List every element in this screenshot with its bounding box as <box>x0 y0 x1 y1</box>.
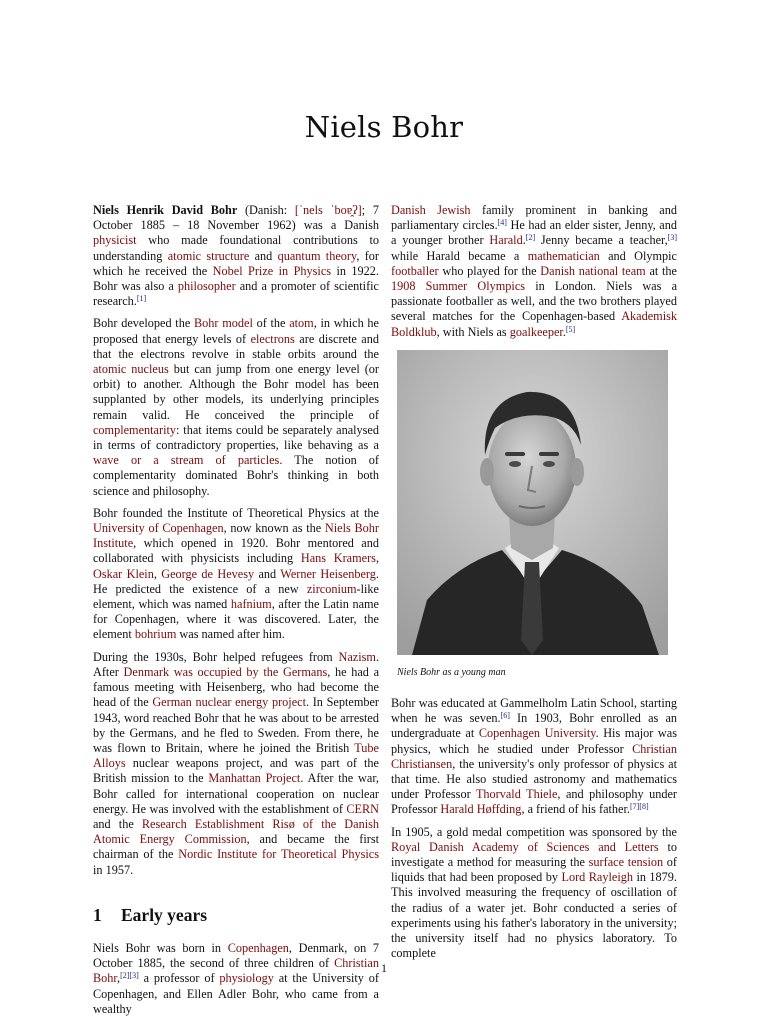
text: and Olympic <box>599 248 677 263</box>
portrait-illustration <box>397 350 668 655</box>
figure-caption: Niels Bohr as a young man <box>397 666 506 678</box>
link-danish-team[interactable]: Danish national team <box>540 263 646 278</box>
page-title: Niels Bohr <box>304 110 464 144</box>
link-bohr-model[interactable]: Bohr model <box>194 316 253 331</box>
link-thiele[interactable]: Thorvald Thiele <box>475 787 558 802</box>
text: -like element, which was named <box>93 581 379 612</box>
family-paragraph <box>391 203 677 340</box>
link-olympics[interactable]: 1908 Summer Olympics <box>391 279 526 294</box>
link-atomic-nucleus[interactable]: atomic nucleus <box>93 362 169 377</box>
link-copenhagen-university[interactable]: Copenhagen University <box>478 726 596 741</box>
link-physiology[interactable]: physiology <box>219 971 274 986</box>
text: and a promoter of scientific research. <box>93 279 379 309</box>
text: Niels Bohr was born in <box>93 940 228 955</box>
link-hoffding[interactable]: Harald Høffding <box>440 802 522 817</box>
page-number: 1 <box>381 961 387 975</box>
text: In 1903, Bohr enrolled as an undergraduate at <box>391 711 678 741</box>
text: , for which he received the <box>93 248 379 278</box>
portrait-photo <box>397 350 668 655</box>
institute-paragraph <box>93 506 379 643</box>
link-goalkeeper[interactable]: goalkeeper <box>509 324 563 339</box>
text: family prominent in banking and parliamentary circles. <box>391 203 677 233</box>
text: , <box>117 971 121 986</box>
text: , after the Latin name for Copenhagen, where it was discovered. Later, the element <box>93 597 379 642</box>
link-klein[interactable]: Oskar Klein <box>93 566 154 581</box>
link-footballer[interactable]: footballer <box>391 263 439 278</box>
text: to investigate a method for measuring the <box>391 839 677 870</box>
link-nazism[interactable]: Nazism <box>338 649 376 664</box>
section-heading <box>93 904 379 925</box>
right-column <box>391 203 677 968</box>
left-column <box>93 203 379 1024</box>
link-harald[interactable]: Harald <box>489 233 523 248</box>
link-bohrium[interactable]: bohrium <box>134 627 177 642</box>
link-occupation[interactable]: Denmark was occupied by the Germans <box>123 664 328 679</box>
link-riso[interactable]: Research Establishment Risø of the Danish Atomic Energy Commission <box>93 816 380 847</box>
link-copenhagen[interactable]: Copenhagen <box>227 940 289 955</box>
citation[interactable]: [3] <box>667 233 677 243</box>
link-heisenberg[interactable]: Werner Heisenberg <box>280 566 376 581</box>
text: . <box>522 233 526 248</box>
citation[interactable]: [6] <box>500 711 510 721</box>
link-tube-alloys[interactable]: Tube Alloys <box>93 740 379 771</box>
text: , <box>375 551 379 566</box>
text: was named after him. <box>176 627 285 642</box>
model-paragraph <box>93 316 379 498</box>
text: and <box>254 566 281 581</box>
link-philosopher[interactable]: philosopher <box>177 279 236 294</box>
link-mathematician[interactable]: mathematician <box>527 248 600 263</box>
text: He had an elder sister, Jenny, and a younger brother <box>391 218 677 248</box>
link-complementarity[interactable]: complementarity <box>93 422 176 437</box>
text: , and became the first chairman of the <box>93 832 379 862</box>
link-lord-rayleigh[interactable]: Lord Rayleigh <box>561 870 633 885</box>
link-atomic-structure[interactable]: atomic structure <box>167 248 250 263</box>
text: . After <box>93 649 379 679</box>
text: while Harald became a <box>391 248 528 263</box>
citation[interactable]: [5] <box>565 324 576 334</box>
education-paragraph <box>391 696 677 818</box>
text: , in which he proposed that energy levels of <box>93 316 379 346</box>
text: . The notion of complementarity dominated Bohr's thinking in both science and philosophy. <box>93 453 379 498</box>
text: of liquids that had been proposed by <box>391 855 677 885</box>
link-quantum-theory[interactable]: quantum theory <box>277 248 357 263</box>
link-atom[interactable]: atom <box>289 316 314 331</box>
link-german-project[interactable]: German nuclear energy project <box>152 695 306 710</box>
citation[interactable]: [2][3] <box>120 971 139 981</box>
section-title: Early years <box>121 904 208 925</box>
text: (Danish: <box>237 203 295 217</box>
link-nobel-prize[interactable]: Nobel Prize in Physics <box>212 263 332 278</box>
text: in London. Niels was a passionate footballer as well, and the two brothers played several matches for the Copenhagen-based <box>391 279 678 324</box>
war-paragraph <box>93 650 379 878</box>
text: , the university's only professor of physics at that time. He also studied astronomy and mathematics under Professor <box>391 756 677 802</box>
text: During the 1930s, Bohr helped refugees from <box>93 649 339 664</box>
link-hevesy[interactable]: George de Hevesy <box>161 566 255 581</box>
intro-paragraph <box>93 203 379 309</box>
text: , with Niels as <box>436 324 510 339</box>
text: Jenny became a teacher, <box>535 233 668 248</box>
text: at the University of Copenhagen, and Ellen Adler Bohr, who came from a wealthy <box>93 971 379 1016</box>
link-nordita[interactable]: Nordic Institute for Theoretical Physics <box>178 847 379 862</box>
text: , and philosophy under Professor <box>391 787 677 817</box>
section-number: 1 <box>93 904 102 925</box>
text: . After the war, Bohr called for international cooperation on nuclear energy. He was involved with the establishment of <box>93 771 379 816</box>
text: , which opened in 1920. Bohr mentored and collaborated with physicists including <box>93 536 379 566</box>
link-zirconium[interactable]: zirconium <box>306 581 357 596</box>
text: , now known as the <box>223 521 325 536</box>
link-kramers[interactable]: Hans Kramers <box>300 551 376 566</box>
link-ipa[interactable]: [ˈnels ˈboɐ̯ʔ] <box>294 203 362 217</box>
bold-name: Niels Henrik David Bohr <box>93 203 238 217</box>
text: , a friend of his father. <box>521 802 630 817</box>
link-cern[interactable]: CERN <box>346 801 379 816</box>
link-christiansen[interactable]: Christian Christiansen <box>391 741 677 771</box>
text: of the <box>252 316 290 331</box>
citation[interactable]: [7][8] <box>629 802 649 812</box>
text: but can jump from one energy level (or orbit) to another. Although the Bohr model has been supplanted by other models, its underlying principles remain valid. He conceived the principle of <box>93 362 380 422</box>
text: . He predicted the existence of a new <box>93 566 379 596</box>
text: and <box>249 248 278 263</box>
link-royal-academy[interactable]: Royal Danish Academy of Sciences and Letters <box>391 839 659 854</box>
text: a professor of <box>138 971 220 986</box>
link-surface-tension[interactable]: surface tension <box>588 855 664 870</box>
link-wave-particles[interactable]: wave or a stream of particles <box>93 453 280 468</box>
medal-paragraph <box>391 825 677 962</box>
text: , Denmark, on 7 October 1885, the second of three children of <box>93 940 379 971</box>
link-christian-bohr[interactable]: Christian Bohr <box>93 956 379 986</box>
portrait-figure <box>397 350 668 680</box>
text: and the <box>93 816 142 831</box>
text: . In September 1943, word reached Bohr that he was about to be arrested by the Germans, and he fled to Sweden. From there, he was flown to Britain, where he joined the British <box>93 695 379 755</box>
text: who made foundational contributions to understanding <box>93 233 379 263</box>
citation[interactable]: [1] <box>136 294 147 304</box>
link-university-copenhagen[interactable]: University of Copenhagen <box>93 521 224 536</box>
link-niels-bohr-institute[interactable]: Niels Bohr Institute <box>93 521 380 551</box>
link-physicist[interactable]: physicist <box>93 233 137 248</box>
text: at the <box>645 263 677 278</box>
text: Bohr was educated at Gammelholm Latin School, starting when he was seven. <box>391 696 677 726</box>
text: , he had a famous meeting with Heisenberg, who had become the head of the <box>93 664 380 710</box>
text: are discrete and that the electrons revolve in stable orbits around the <box>93 331 379 361</box>
text: Bohr founded the Institute of Theoretical Physics at the <box>93 505 379 520</box>
text: ; 7 October 1885 – 18 November 1962) was a Danish <box>93 203 379 233</box>
link-akademisk-boldklub[interactable]: Akademisk Boldklub <box>391 309 677 339</box>
text: . <box>562 324 566 339</box>
text: in 1922. Bohr was also a <box>93 263 379 294</box>
link-hafnium[interactable]: hafnium <box>230 597 272 612</box>
text: : that items could be separately analysed in terms of contradictory properties, like behaving as a <box>93 422 379 453</box>
text: . His major was physics, which he studied under Professor <box>391 726 677 756</box>
text: In 1905, a gold medal competition was sponsored by the <box>391 824 677 839</box>
text: in 1879. This involved measuring the frequency of oscillation of the radius of a water jet. Bohr conducted a series of experiments using his father's laboratory in the university; the university itself had no physics laboratory. To complete <box>391 870 677 961</box>
text: Bohr developed the <box>93 316 194 331</box>
link-manhattan-project[interactable]: Manhattan Project <box>208 771 301 786</box>
link-electrons[interactable]: electrons <box>250 331 295 346</box>
text: who played for the <box>438 263 541 278</box>
link-danish-jewish[interactable]: Danish Jewish <box>391 203 471 217</box>
citation[interactable]: [2] <box>525 233 536 243</box>
text: , <box>153 566 162 581</box>
citation[interactable]: [4] <box>497 218 507 228</box>
text: in 1957. <box>93 862 134 877</box>
early-years-paragraph <box>93 941 379 1017</box>
text: nuclear weapons project, and was part of the British mission to the <box>93 756 379 786</box>
